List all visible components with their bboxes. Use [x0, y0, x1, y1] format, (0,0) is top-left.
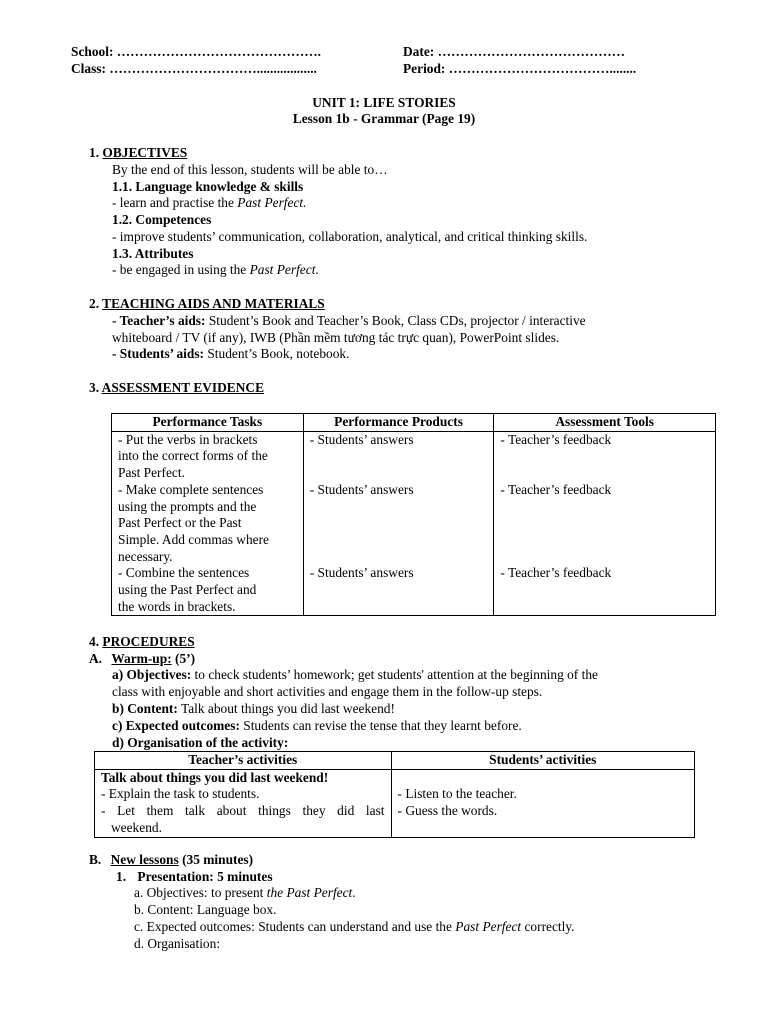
col-assessment-tools: Assessment Tools	[494, 414, 716, 432]
students-aids-text: Student’s Book, notebook.	[204, 346, 350, 361]
subsection-1-3-text	[112, 262, 319, 279]
assessment-heading	[89, 380, 264, 397]
students-activities-cell	[391, 769, 694, 837]
col-performance-products: Performance Products	[303, 414, 494, 432]
school-dots: ……………………………………….	[116, 44, 321, 59]
students-aids-line	[112, 346, 349, 363]
school-line	[71, 44, 321, 61]
objectives-intro: By the end of this lesson, students will be able to…	[112, 162, 388, 177]
warmup-label: Warm-up:	[111, 651, 172, 666]
subsection-1-3: 1.3. Attributes	[112, 246, 194, 261]
teacher-aids-text: Student’s Book and Teacher’s Book, Class CDs, projector / interactive	[205, 313, 586, 328]
objectives-title: OBJECTIVES	[102, 145, 188, 160]
period-dots: ………………………………........	[448, 61, 637, 76]
assessment-title: ASSESSMENT EVIDENCE	[101, 380, 265, 395]
warmup-content-label: b) Content:	[112, 701, 178, 716]
activity-body-row	[95, 769, 695, 837]
product-line: - Students’ answers	[309, 431, 414, 447]
assessment-number: 3.	[89, 380, 100, 395]
tasks-cell	[112, 431, 304, 616]
task-line: Past Perfect.	[118, 465, 185, 481]
warmup-outcomes-label: c) Expected outcomes:	[112, 718, 240, 733]
presentation-content: b. Content: Language box.	[134, 902, 277, 917]
tool-line: - Teacher’s feedback	[500, 481, 612, 497]
warmup-heading	[89, 651, 195, 668]
s13-pre: - be engaged in using the	[112, 262, 250, 277]
subsection-1-1: 1.1. Language knowledge & skills	[112, 179, 304, 194]
date-line	[403, 44, 625, 61]
warmup-objectives	[112, 667, 598, 684]
pres-a-post: .	[352, 885, 356, 900]
pres-a-pre: a. Objectives: to present	[134, 885, 267, 900]
task-line: necessary.	[118, 548, 173, 564]
period-label: Period:	[403, 61, 446, 76]
warmup-objectives-text: to check students’ homework; get students' attention at the beginning of the	[191, 667, 598, 682]
teacher-activity-line: - Let them talk about things they did last	[101, 803, 385, 819]
subsection-1-2: 1.2. Competences	[112, 212, 212, 227]
product-line: - Students’ answers	[309, 481, 414, 497]
class-label: Class:	[71, 61, 106, 76]
students-aids-label: - Students’ aids:	[112, 346, 205, 361]
new-lessons-heading	[89, 852, 253, 869]
s11-em: Past Perfect.	[237, 195, 307, 210]
date-label: Date:	[403, 44, 435, 59]
procedures-heading	[89, 634, 195, 651]
warmup-objectives-line-2: class with enjoyable and short activities and engage them in the follow-up steps.	[112, 684, 543, 699]
teacher-activity-title: Talk about things you did last weekend!	[101, 769, 329, 785]
product-line: - Students’ answers	[309, 565, 414, 581]
student-activity-line: - Guess the words.	[397, 803, 498, 819]
unit-title: UNIT 1: LIFE STORIES	[312, 95, 456, 110]
objectives-heading	[89, 145, 187, 162]
assessment-table	[111, 413, 716, 616]
aids-heading	[89, 296, 325, 313]
assessment-header-row	[112, 414, 716, 432]
teacher-activities-cell	[95, 769, 392, 837]
pres-c-pre: c. Expected outcomes: Students can understand and use the	[134, 919, 456, 934]
warmup-time: (5’)	[171, 651, 196, 666]
s11-pre: - learn and practise the	[112, 195, 238, 210]
warmup-outcomes	[112, 718, 522, 735]
new-lessons-letter: B.	[89, 852, 102, 867]
tool-line: - Teacher’s feedback	[500, 431, 612, 447]
objectives-number: 1.	[89, 145, 100, 160]
col-performance-tasks: Performance Tasks	[112, 414, 304, 432]
warmup-organisation-label: d) Organisation of the activity:	[112, 735, 289, 750]
teacher-aids-label: - Teacher’s aids:	[112, 313, 206, 328]
period-line	[403, 61, 636, 78]
presentation-heading	[116, 869, 273, 886]
col-teacher-activities: Teacher’s activities	[95, 752, 392, 770]
procedures-title: PROCEDURES	[102, 634, 195, 649]
subsection-1-1-text	[112, 195, 306, 212]
lesson-title: Lesson 1b - Grammar (Page 19)	[292, 111, 476, 126]
s13-em: Past Perfect	[249, 262, 316, 277]
subsection-1-2-text: - improve students’ communication, collaboration, analytical, and critical thinking skills.	[112, 229, 588, 244]
task-line: - Make complete sentences	[118, 481, 264, 497]
aids-title: TEACHING AIDS AND MATERIALS	[102, 296, 325, 311]
products-cell	[303, 431, 494, 616]
pres-c-post: correctly.	[521, 919, 575, 934]
assessment-body-row	[112, 431, 716, 616]
warmup-letter: A.	[89, 651, 103, 666]
presentation-number: 1.	[116, 869, 127, 884]
presentation-objectives	[134, 885, 356, 902]
task-line: into the correct forms of the	[118, 448, 268, 464]
tools-cell	[494, 431, 716, 616]
tool-line: - Teacher’s feedback	[500, 565, 612, 581]
warmup-outcomes-text: Students can revise the tense that they learnt before.	[239, 718, 522, 733]
task-line: Simple. Add commas where	[118, 531, 269, 547]
class-dots: ……………………………..................	[109, 61, 317, 76]
presentation-organisation: d. Organisation:	[134, 936, 221, 951]
warmup-objectives-label: a) Objectives:	[112, 667, 192, 682]
class-line	[71, 61, 317, 78]
warmup-content	[112, 701, 395, 718]
teacher-activity-line: weekend.	[111, 819, 162, 835]
presentation-label: Presentation: 5 minutes	[137, 869, 273, 884]
task-line: the words in brackets.	[118, 598, 236, 614]
col-students-activities: Students’ activities	[391, 752, 694, 770]
new-lessons-time: (35 minutes)	[178, 852, 254, 867]
warmup-content-text: Talk about things you did last weekend!	[177, 701, 395, 716]
teacher-aids-line	[112, 313, 586, 330]
task-line: - Put the verbs in brackets	[118, 431, 258, 447]
warmup-activity-table	[94, 751, 695, 838]
teacher-aids-line-2: whiteboard / TV (if any), IWB (Phần mềm tương tác trực quan), PowerPoint slides.	[112, 330, 560, 345]
task-line: using the prompts and the	[118, 498, 257, 514]
school-label: School:	[71, 44, 114, 59]
aids-number: 2.	[89, 296, 100, 311]
s13-post: .	[315, 262, 319, 277]
new-lessons-label: New lessons	[110, 852, 179, 867]
procedures-number: 4.	[89, 634, 100, 649]
teacher-activity-line: - Explain the task to students.	[101, 786, 260, 802]
pres-a-em: the Past Perfect	[266, 885, 353, 900]
date-dots: ……………………………………	[437, 44, 626, 59]
presentation-outcomes	[134, 919, 575, 936]
student-activity-line: - Listen to the teacher.	[397, 786, 517, 802]
task-line: Past Perfect or the Past	[118, 515, 242, 531]
task-line: using the Past Perfect and	[118, 582, 257, 598]
activity-header-row	[95, 752, 695, 770]
pres-c-em: Past Perfect	[455, 919, 522, 934]
task-line: - Combine the sentences	[118, 565, 250, 581]
